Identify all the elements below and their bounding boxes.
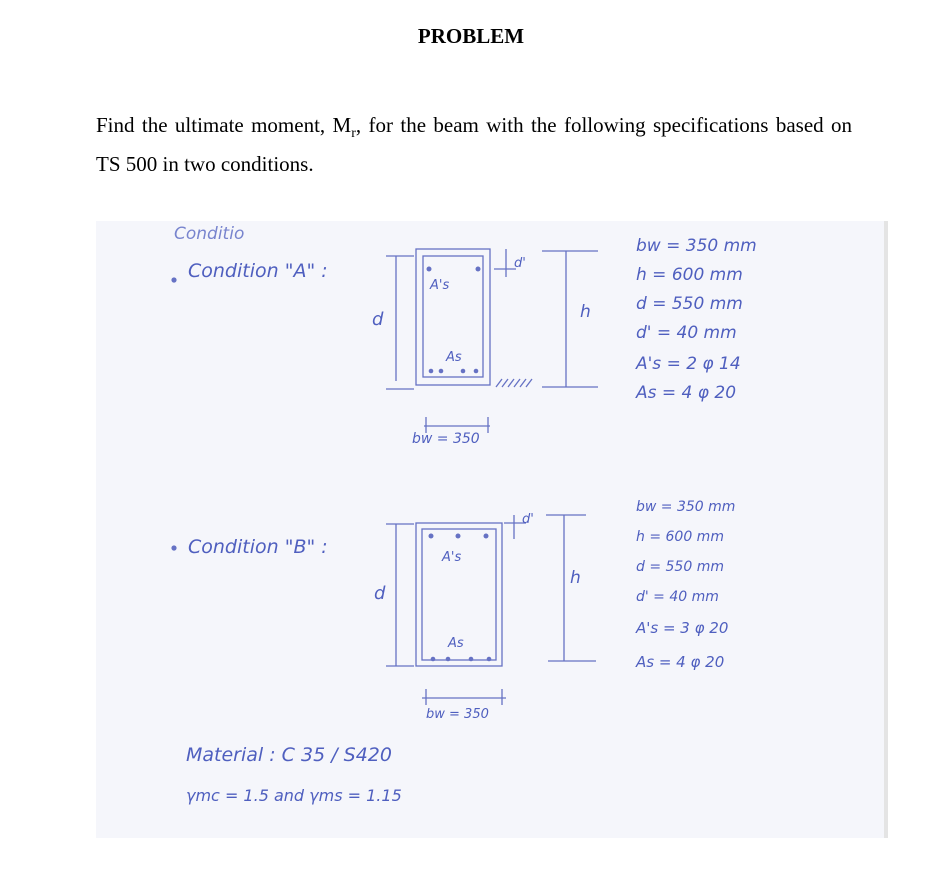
beam-a-bottom-bar — [461, 369, 466, 374]
bullet-condition-b — [171, 545, 176, 550]
statement-lead: Find the ultimate moment, M — [96, 113, 352, 137]
beam-a-dprime-label: d' — [514, 256, 526, 271]
beam-b-bottom-bar — [431, 657, 436, 662]
beam-a-bw-label: bw = 350 — [412, 431, 480, 447]
beam-b-bw-label: bw = 350 — [426, 707, 489, 722]
spec-b-line: h = 600 mm — [636, 529, 724, 545]
beam-a-as-bottom-label: As — [446, 350, 462, 365]
problem-title: PROBLEM — [417, 24, 525, 48]
beam-b-d-label: d — [374, 583, 386, 604]
spec-a-line: h = 600 mm — [636, 265, 743, 285]
condition-a-heading: Condition "A" : — [188, 260, 328, 282]
spec-b-line: As = 4 φ 20 — [636, 653, 725, 671]
handwritten-sketch-sheet — [96, 221, 888, 838]
moment-subscript: r — [351, 126, 356, 142]
beam-a-top-bar — [427, 267, 432, 272]
beam-a-hatching — [496, 379, 532, 387]
condition-a-specs — [635, 236, 757, 403]
beam-a-bottom-bar — [474, 369, 479, 374]
scrawl-top-text: Conditio — [174, 224, 245, 244]
spec-b-line: bw = 350 mm — [636, 499, 736, 515]
beam-b-h-label: h — [570, 568, 581, 588]
spec-a-line: d = 550 mm — [636, 294, 743, 314]
spec-a-line: A's = 2 φ 14 — [636, 354, 741, 374]
beam-section-b — [374, 512, 596, 722]
beam-a-bottom-bar — [439, 369, 444, 374]
bullet-condition-a — [171, 277, 176, 282]
material-line: Material : C 35 / S420 — [186, 744, 392, 766]
beam-a-top-bar — [476, 267, 481, 272]
spec-b-line: A's = 3 φ 20 — [636, 619, 729, 637]
beam-b-bottom-bar — [487, 657, 492, 662]
beam-b-as-bottom-label: As — [448, 636, 464, 651]
beam-b-bottom-bar — [469, 657, 474, 662]
beam-b-top-bar — [484, 534, 489, 539]
beam-b-as-top-label: A's — [442, 550, 462, 565]
beam-section-a — [372, 249, 598, 447]
spec-a-line: bw = 350 mm — [636, 236, 757, 256]
safety-factors-line: γmc = 1.5 and γms = 1.15 — [186, 786, 402, 805]
beam-b-bottom-bar — [446, 657, 451, 662]
spec-b-line: d = 550 mm — [636, 559, 724, 575]
condition-b-heading: Condition "B" : — [188, 536, 328, 558]
statement-tail: , for the beam with the following specifications based on TS 500 in two conditions. — [96, 113, 853, 177]
beam-a-d-label: d — [372, 309, 384, 330]
beam-b-top-bar — [429, 534, 434, 539]
spec-a-line: d' = 40 mm — [636, 323, 737, 343]
sketch-drawing — [96, 221, 888, 838]
beam-b-top-bar — [456, 534, 461, 539]
beam-a-h-label: h — [580, 302, 591, 322]
problem-statement — [96, 110, 852, 179]
beam-a-bottom-bar — [429, 369, 434, 374]
beam-b-dprime-label: d' — [522, 512, 534, 527]
spec-a-line: As = 4 φ 20 — [636, 383, 737, 403]
spec-b-line: d' = 40 mm — [636, 589, 719, 605]
condition-b-specs — [635, 499, 735, 671]
beam-a-as-top-label: A's — [430, 278, 450, 293]
